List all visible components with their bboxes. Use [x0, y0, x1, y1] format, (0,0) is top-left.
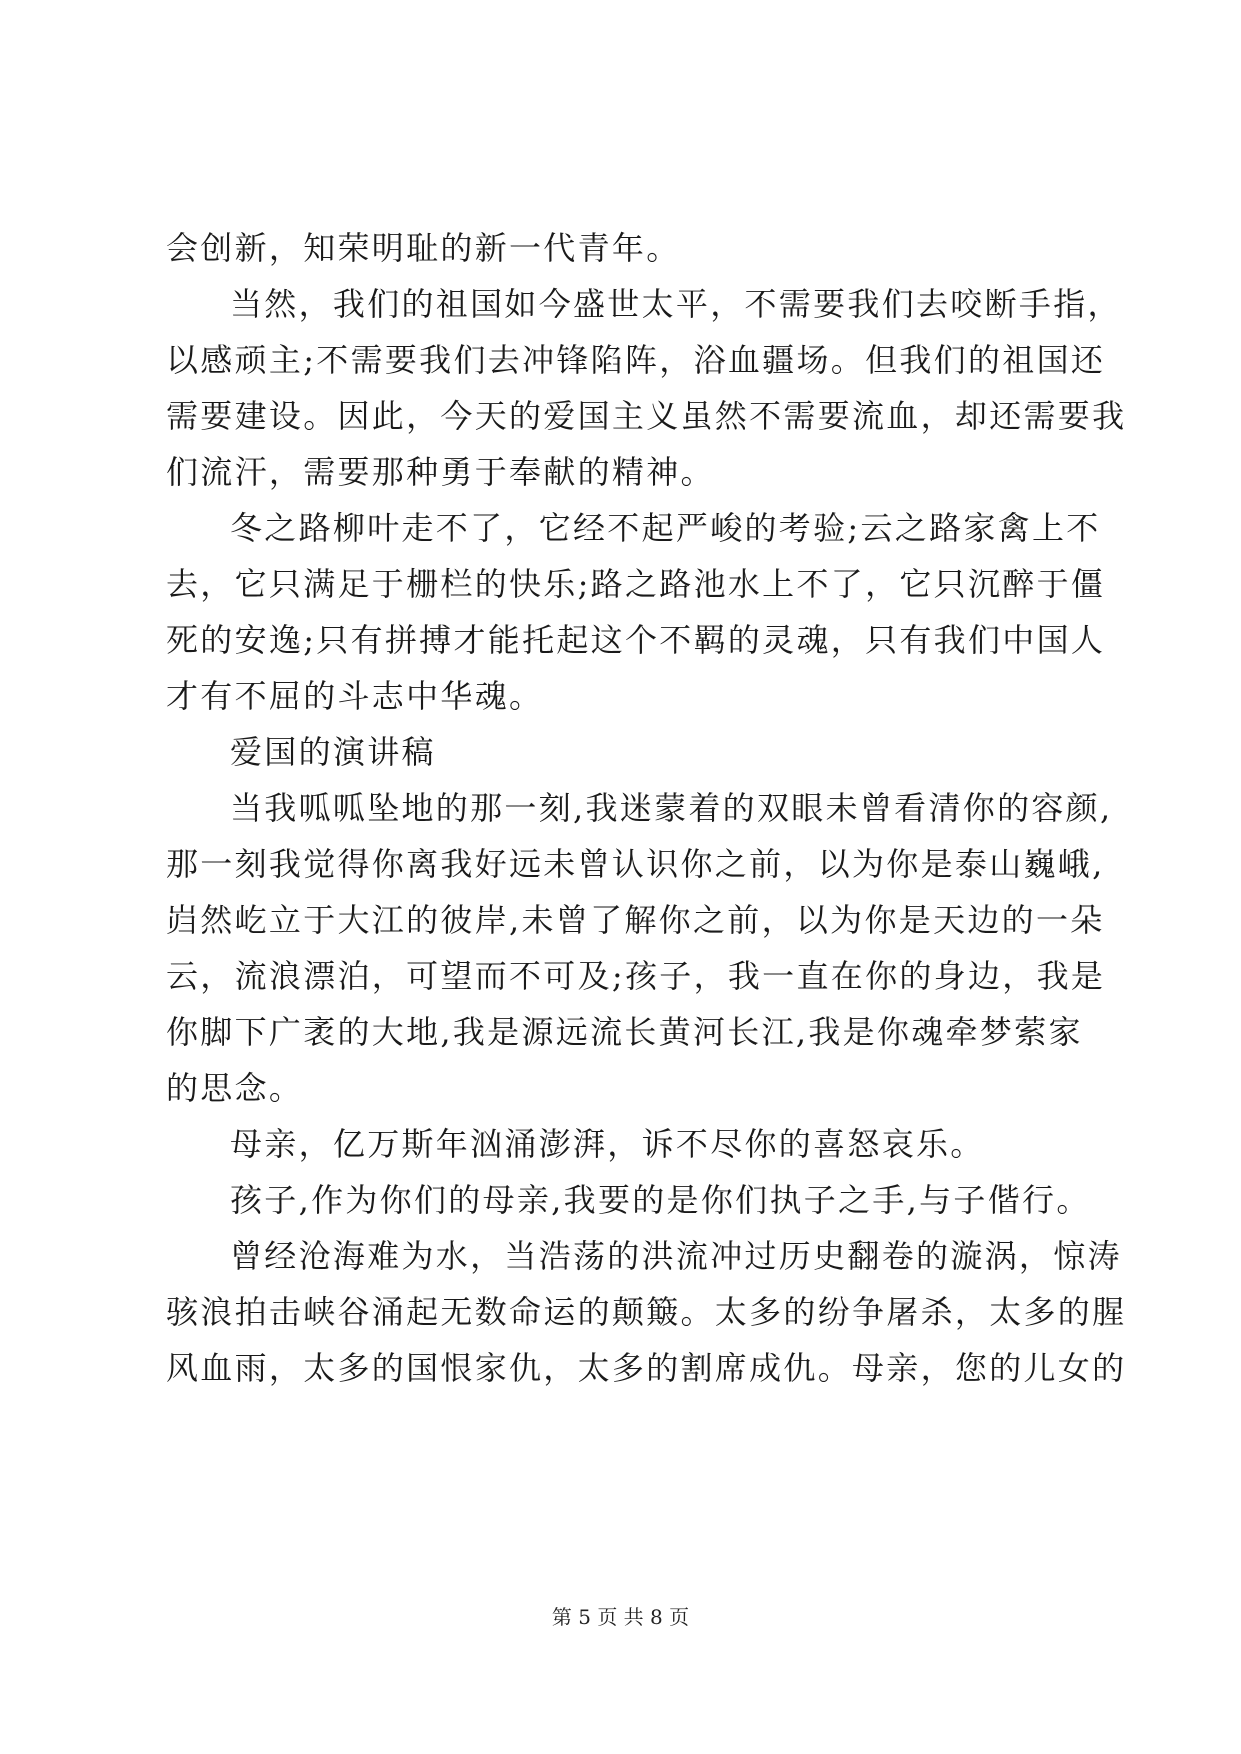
text-line: 那一刻我觉得你离我好远未曾认识你之前，以为你是泰山巍峨,: [166, 845, 1105, 883]
text-line: 会创新，知荣明耻的新一代青年。: [166, 229, 681, 267]
text-line: 以感顽主;不需要我们去冲锋陷阵，浴血疆场。但我们的祖国还: [166, 341, 1106, 379]
text-line: 的思念。: [166, 1069, 304, 1107]
text-line: 需要建设。因此，今天的爱国主义虽然不需要流血，却还需要我: [166, 397, 1127, 435]
text-line: 死的安逸;只有拼搏才能托起这个不羁的灵魂，只有我们中国人: [166, 621, 1106, 659]
text-line: 当然，我们的祖国如今盛世太平，不需要我们去咬断手指，: [230, 285, 1122, 323]
section-heading: 爱国的演讲稿: [230, 733, 436, 771]
text-line: 骇浪拍击峡谷涌起无数命运的颠簸。太多的纷争屠杀，太多的腥: [166, 1293, 1127, 1331]
text-line: 才有不屈的斗志中华魂。: [166, 677, 544, 715]
text-line: 们流汗，需要那种勇于奉献的精神。: [166, 453, 715, 491]
text-line: 冬之路柳叶走不了，它经不起严峻的考验;云之路家禽上不: [230, 509, 1101, 547]
text-line: 风血雨，太多的国恨家仇，太多的割席成仇。母亲，您的儿女的: [166, 1349, 1127, 1387]
text-line: 去，它只满足于栅栏的快乐;路之路池水上不了，它只沉醉于僵: [166, 565, 1106, 603]
text-line: 孩子,作为你们的母亲,我要的是你们执子之手,与子偕行。: [230, 1181, 1091, 1219]
text-line: 曾经沧海难为水，当浩荡的洪流冲过历史翻卷的漩涡，惊涛: [230, 1237, 1122, 1275]
text-line: 母亲，亿万斯年汹涌澎湃，诉不尽你的喜怒哀乐。: [230, 1125, 985, 1163]
text-line: 你脚下广袤的大地,我是源远流长黄河长江,我是你魂牵梦萦家: [166, 1013, 1083, 1051]
text-line: 岿然屹立于大江的彼岸,未曾了解你之前，以为你是天边的一朵: [166, 901, 1105, 939]
text-line: 云，流浪漂泊，可望而不可及;孩子，我一直在你的身边，我是: [166, 957, 1106, 995]
page-number-footer: 第 5 页 共 8 页: [551, 1605, 690, 1629]
text-line: 当我呱呱坠地的那一刻,我迷蒙着的双眼未曾看清你的容颜,: [230, 789, 1113, 827]
